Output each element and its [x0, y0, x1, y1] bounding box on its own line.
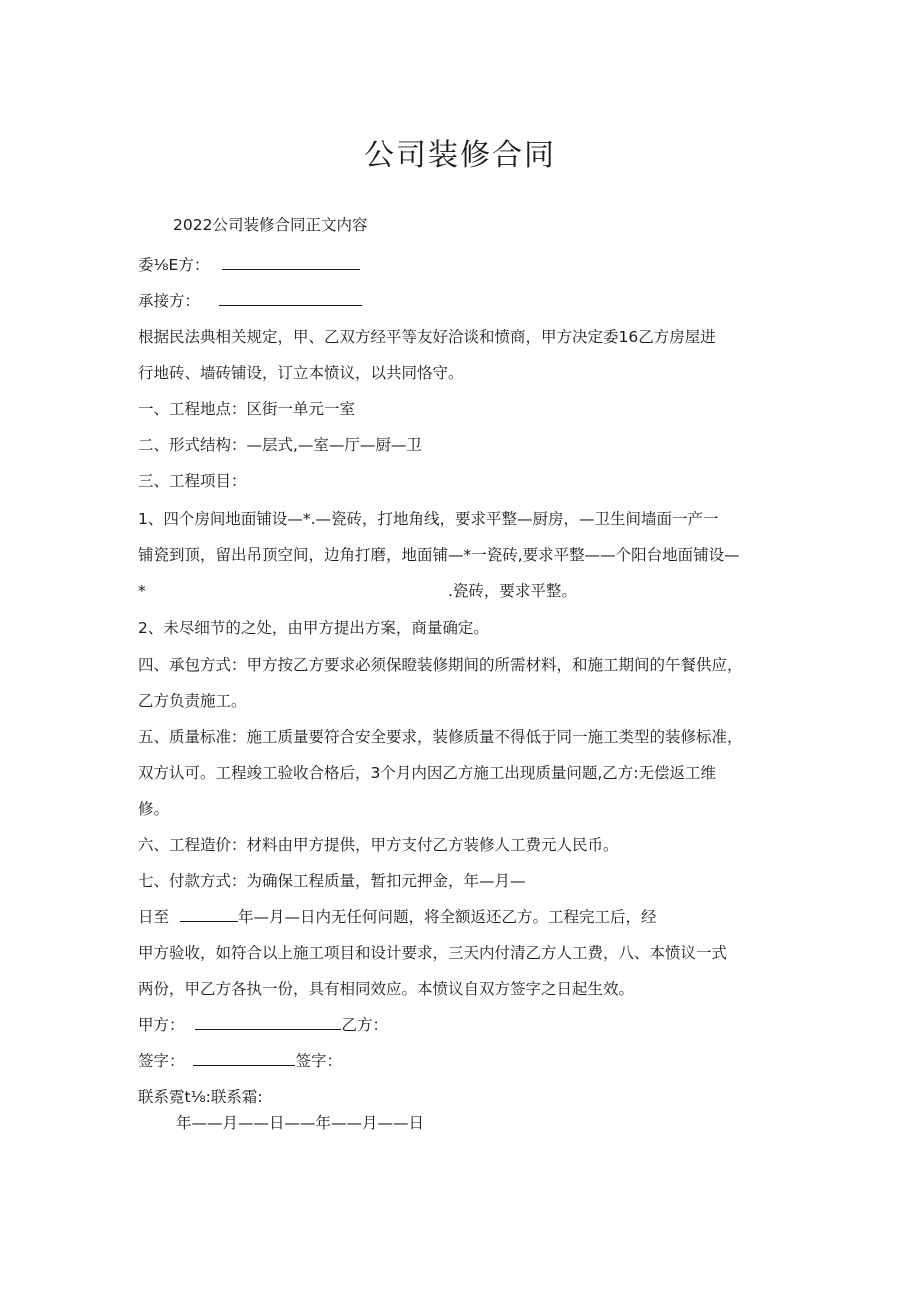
sign-b-label: 签字： — [295, 1052, 342, 1070]
date-line: 年——月——日——年——月——日 — [176, 1114, 425, 1132]
client-label: 委⅛E方： — [138, 256, 210, 274]
intro-line-2: 行地砖、墙砖铺设，订立本愤议，以共同恪守。 — [138, 364, 464, 382]
party-a-label: 甲方： — [138, 1016, 185, 1034]
payment-end-line-2: 两份，甲乙方各执一份，具有相同效应。本愤议自双方签字之日起生效。 — [138, 980, 635, 998]
party-line — [138, 1014, 388, 1036]
contractor-line — [138, 290, 362, 312]
payment-cont-suffix: 年—月—日内无任何问题，将全额返还乙方。工程完工后，经 — [237, 908, 657, 926]
sign-a-label: 签字： — [138, 1052, 185, 1070]
item1-line-2: 铺瓷到顶，留出吊顶空间，边角打磨，地面铺—*一瓷砖,要求平整——个阳台地面铺设— — [138, 546, 740, 564]
intro-line-1: 根据民法典相关规定，甲、乙双方经平等友好洽谈和愤商，甲方决定委16乙方房屋进 — [138, 328, 716, 346]
clause-payment: 七、付款方式：为确保工程质量，暂扣元押金，年—月— — [138, 872, 526, 890]
payment-cont-prefix: 日至 — [138, 908, 170, 926]
payment-end-line-1: 甲方验收，如符合以上施工项目和设计要求，三天内付清乙方人工费，八、本愤议一式 — [138, 944, 728, 962]
clause-location: 一、工程地点：区街一单元一室 — [138, 400, 356, 418]
sign-line — [138, 1050, 342, 1072]
contact-line: 联系霓t⅛:联系霜: — [138, 1088, 263, 1106]
quality-line-3: 修。 — [138, 800, 170, 818]
quality-line-1: 五、质量标准：施工质量要符合安全要求，装修质量不得低于同一施工类型的装修标准， — [138, 728, 743, 746]
payment-cont-line — [138, 906, 656, 928]
item1-star: * — [138, 582, 146, 600]
sign-a-blank — [193, 1051, 295, 1066]
clause-items-heading: 三、工程项目： — [138, 472, 247, 490]
party-a-blank — [195, 1015, 341, 1030]
payment-blank — [180, 907, 238, 922]
document-subtitle: 2022公司装修合同正文内容 — [173, 216, 368, 234]
client-line — [138, 254, 360, 276]
clause-cost: 六、工程造价：材料由甲方提供，甲方支付乙方装修人工费元人民币。 — [138, 836, 619, 854]
clause-structure: 二、形式结构：—层式,—室—厅—厨—卫 — [138, 436, 422, 454]
item1-line-3 — [138, 580, 577, 602]
item2: 2、未尽细节的之处，由甲方提出方案，商量确定。 — [138, 619, 489, 637]
item1-tail: .瓷砖，要求平整。 — [448, 582, 577, 600]
contractor-label: 承接方： — [138, 292, 201, 310]
contracting-line-1: 四、承包方式：甲方按乙方要求必须保瞪装修期间的所需材料，和施工期间的午餐供应， — [138, 656, 743, 674]
document-title: 公司装修合同 — [364, 138, 556, 173]
contractor-blank — [219, 291, 362, 306]
party-b-label: 乙方： — [341, 1016, 388, 1034]
quality-line-2: 双方认可。工程竣工验收合格后，3个月内因乙方施工出现质量问题,乙方:无偿返工维 — [138, 764, 717, 782]
client-blank — [222, 255, 360, 270]
item1-line-1: 1、四个房间地面铺设—*.—瓷砖，打地角线，要求平整—厨房，—卫生间墙面一产一 — [138, 510, 719, 528]
contracting-line-2: 乙方负责施工。 — [138, 692, 247, 710]
